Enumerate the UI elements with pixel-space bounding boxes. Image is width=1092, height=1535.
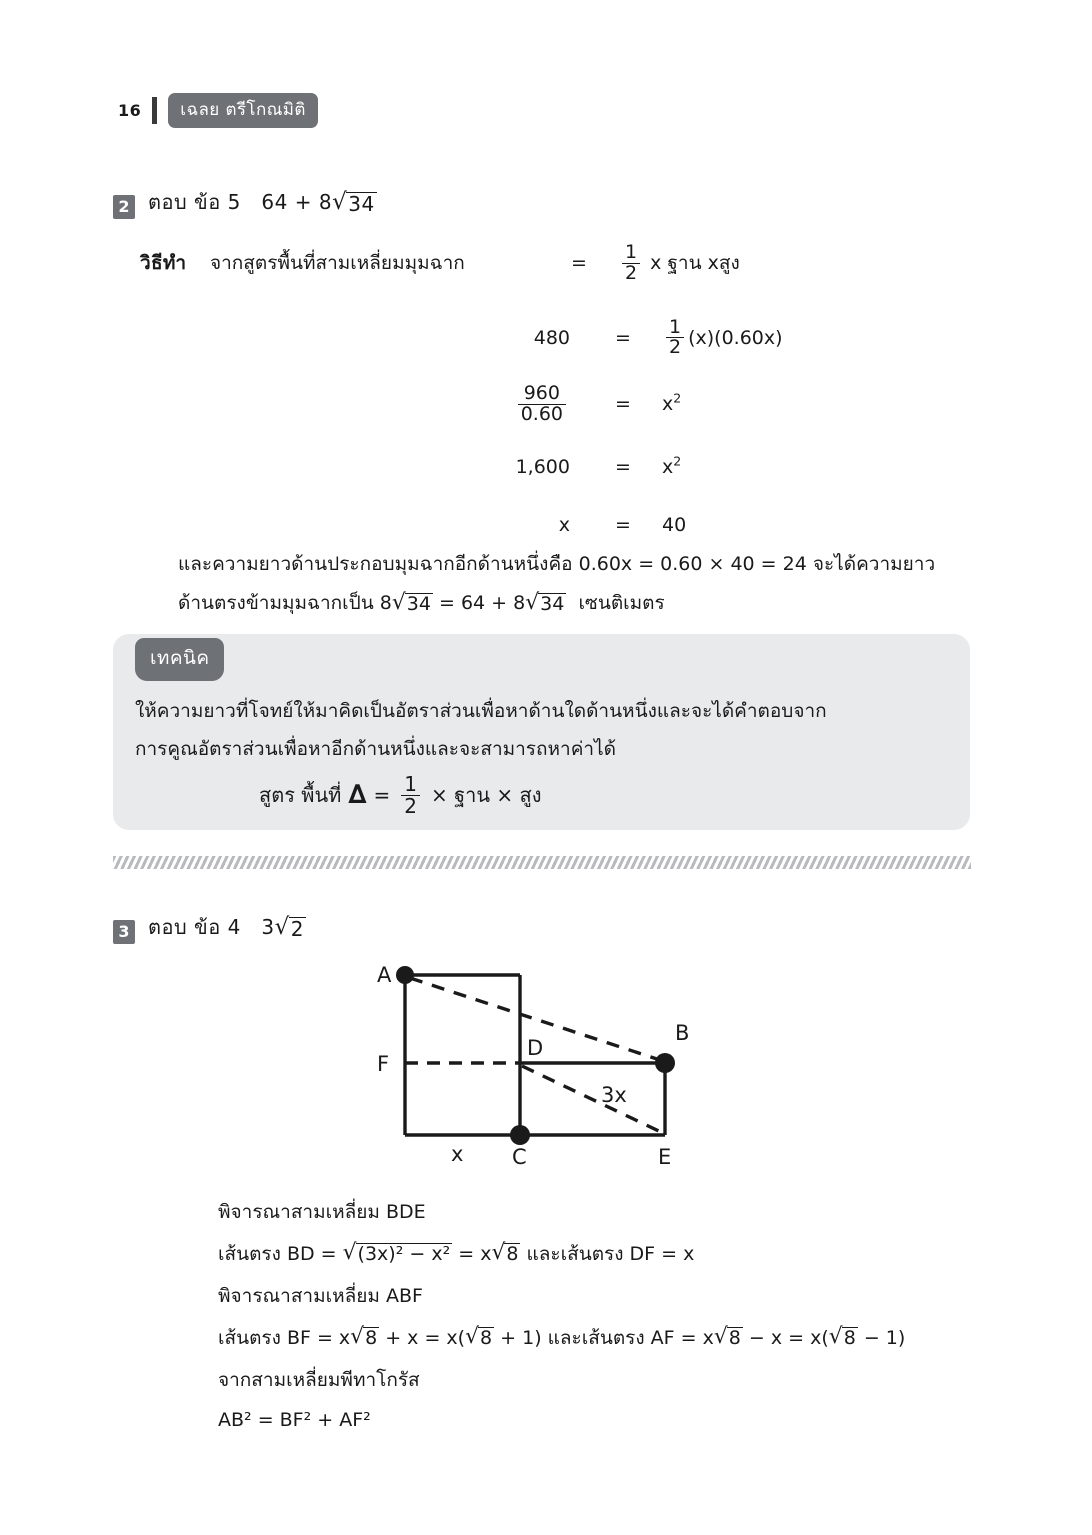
proof-line-4-mid-3: − x = x( — [748, 1327, 829, 1349]
numerator: 960 — [523, 382, 560, 404]
technique-formula-label: สูตร พื้นที่ — [259, 783, 342, 808]
proof-line-4-mid-2: + 1) และเส้นตรง AF = x — [500, 1327, 714, 1349]
edge-label-x: x — [451, 1142, 464, 1166]
problem-3-answer-radical — [274, 914, 306, 941]
proof-line-6-text: AB² = BF² + AF² — [218, 1409, 371, 1431]
denominator: 2 — [401, 795, 420, 817]
technique-tab-label: เทคนิค — [135, 638, 224, 681]
solution-row-960-over-060 — [140, 384, 960, 425]
proof-line-2-radical-2 — [491, 1240, 520, 1266]
numerator: 1 — [669, 315, 682, 338]
proof-line-4-radical-1 — [350, 1324, 379, 1350]
vertex-label-B: B — [675, 1021, 690, 1045]
proof-line-4-radical-2 — [465, 1324, 494, 1350]
row-3-equals: = — [615, 393, 631, 416]
radicand: 8 — [365, 1327, 378, 1350]
proof-line-1 — [218, 1192, 978, 1232]
section-divider — [113, 856, 971, 869]
solution-row-formula — [140, 243, 960, 284]
problem-2-conclusion — [178, 545, 968, 623]
page-number: 16 — [118, 101, 142, 120]
geometry-diagram-svg — [355, 950, 730, 1185]
problem-3-badge: 3 — [113, 920, 135, 944]
geometry-diagram — [355, 950, 730, 1185]
row-5-equals: = — [615, 513, 631, 536]
technique-box — [113, 634, 970, 830]
vertex-label-D: D — [527, 1036, 544, 1060]
denominator: 0.60 — [518, 404, 566, 425]
row-3-rhs — [640, 390, 960, 416]
row-1-rhs-tail: x ฐาน xสูง — [650, 251, 740, 274]
conclusion-line-2-a: ด้านตรงข้ามมุมฉากเป็น 8 — [178, 592, 392, 614]
row-4-equals: = — [615, 455, 631, 478]
solution-row-x-equals-40 — [140, 509, 960, 541]
solution-row-480 — [140, 315, 960, 359]
proof-line-4-mid: + x = x( — [385, 1327, 466, 1349]
radical-sign-icon: √ — [828, 1324, 843, 1350]
row-5-rhs: 40 — [662, 513, 687, 536]
problem-2-title-prefix: ตอบ ข้อ 5 — [148, 190, 241, 214]
radical-sign-icon: √ — [350, 1324, 365, 1350]
vertex-label-A: A — [377, 963, 392, 987]
denominator: 2 — [622, 263, 640, 284]
proof-line-4-radical-4 — [828, 1324, 858, 1350]
technique-body-line-1: ให้ความยาวที่โจทย์ให้มาคิดเป็นอัตราส่วนเพื่อหาด้านใดด้านหนึ่งและจะได้คำตอบจาก — [135, 700, 827, 722]
row-2-equals: = — [615, 326, 631, 349]
proof-line-2-pre: เส้นตรง BD = — [218, 1243, 337, 1265]
row-4-rhs-base: x — [662, 455, 674, 478]
radical-sign-icon: √ — [391, 590, 406, 615]
radical-sign-icon: √ — [525, 590, 540, 615]
radicand: 34 — [348, 192, 375, 216]
problem-3-title-prefix: ตอบ ข้อ 4 — [148, 915, 241, 939]
conclusion-line-2-b: = 64 + 8 — [439, 592, 526, 614]
solution-row-1600 — [140, 451, 960, 483]
radicand: 8 — [480, 1327, 493, 1350]
fraction-one-half — [401, 774, 420, 817]
conclusion-radical-1 — [391, 590, 433, 615]
technique-formula-tail: × ฐาน × สูง — [430, 783, 542, 808]
fraction-one-half — [666, 315, 684, 359]
proof-line-6 — [218, 1400, 978, 1440]
row-3-lhs — [210, 384, 606, 425]
fraction-one-half — [622, 243, 640, 284]
radical-sign-icon: √ — [274, 914, 290, 940]
conclusion-line-1: และความยาวด้านประกอบมุมฉากอีกด้านหนึ่งคือ 0.60x = 0.60 × 40 = 24 จะได้ความยาว — [178, 553, 936, 575]
technique-formula — [259, 774, 541, 817]
problem-2-heading — [113, 186, 377, 218]
radical-sign-icon: √ — [342, 1240, 357, 1266]
proof-line-4-pre: เส้นตรง BF = x — [218, 1327, 351, 1349]
vertex-dot-C — [510, 1125, 530, 1145]
row-4-rhs-exponent: 2 — [673, 453, 682, 469]
conclusion-radical-2 — [525, 590, 566, 615]
proof-line-4 — [218, 1316, 978, 1360]
solution-label: วิธีทำ — [140, 252, 187, 275]
radicand: 34 — [406, 593, 431, 615]
row-1-lhs: จากสูตรพื้นที่สามเหลี่ยมมุมฉาก — [210, 252, 465, 275]
conclusion-line-2-c: เซนติเมตร — [578, 592, 665, 614]
problem-2-answer-radical — [332, 189, 377, 216]
proof-line-4-radical-3 — [713, 1324, 743, 1350]
proof-line-3-text: พิจารณาสามเหลี่ยม ABF — [218, 1285, 423, 1307]
row-4-lhs: 1,600 — [515, 455, 570, 478]
conclusion-line-2 — [178, 584, 968, 623]
row-3-rhs-exponent: 2 — [673, 390, 682, 406]
proof-line-4-post: − 1) — [863, 1327, 906, 1349]
proof-line-3 — [218, 1276, 978, 1316]
problem-3-heading — [113, 911, 306, 943]
vertex-dot-A — [396, 966, 414, 984]
vertex-dot-B — [655, 1053, 675, 1073]
triangle-icon: ∆ — [348, 780, 367, 811]
row-2-rhs-tail: (x)(0.60x) — [688, 326, 783, 349]
dashed-segment-D-to-E — [522, 1066, 663, 1133]
proof-line-2-post: และเส้นตรง DF = x — [526, 1243, 695, 1265]
chapter-chip: เฉลย ตรีโกณมิติ — [168, 93, 318, 128]
problem-2-answer-lead: 64 + 8 — [261, 190, 333, 214]
radicand: 8 — [843, 1327, 856, 1350]
radicand: 34 — [540, 593, 565, 615]
edge-label-3x: 3x — [601, 1083, 627, 1107]
problem-3-answer-lead: 3 — [261, 915, 275, 939]
problem-3-title — [148, 911, 306, 943]
numerator: 1 — [625, 241, 638, 263]
radicand: 2 — [290, 917, 305, 941]
vertex-label-E: E — [658, 1145, 672, 1169]
page-header — [118, 93, 318, 128]
radical-sign-icon: √ — [713, 1324, 728, 1350]
proof-line-2-radical-1 — [342, 1240, 453, 1266]
radicand: (3x)² − x² — [357, 1243, 451, 1266]
vertex-label-F: F — [377, 1052, 390, 1076]
vertex-label-C: C — [512, 1145, 527, 1169]
numerator: 1 — [404, 772, 417, 796]
row-3-rhs-base: x — [662, 393, 674, 416]
technique-formula-equals: = — [373, 783, 391, 808]
proof-line-2-mid: = x — [458, 1243, 492, 1265]
denominator: 2 — [666, 337, 684, 358]
proof-line-5-text: จากสามเหลี่ยมพีทาโกรัส — [218, 1369, 420, 1391]
row-1-equals: = — [571, 252, 587, 275]
problem-2-badge: 2 — [113, 195, 135, 219]
proof-line-5 — [218, 1360, 978, 1400]
row-2-lhs: 480 — [533, 326, 570, 349]
problem-2-title — [148, 186, 377, 218]
technique-body-line-2: การคูณอัตราส่วนเพื่อหาอีกด้านหนึ่งและจะสามารถหาค่าได้ — [135, 738, 616, 760]
radical-sign-icon: √ — [332, 189, 348, 215]
radicand: 8 — [506, 1243, 519, 1266]
worked-solution — [140, 243, 960, 541]
proof-line-1-text: พิจารณาสามเหลี่ยม BDE — [218, 1201, 426, 1223]
header-divider-bar — [152, 97, 157, 124]
row-4-rhs — [640, 453, 960, 478]
radicand: 8 — [728, 1327, 741, 1350]
fraction-960-over-060 — [518, 384, 566, 425]
radical-sign-icon: √ — [491, 1240, 506, 1266]
row-1-rhs — [596, 243, 960, 284]
proof-line-2 — [218, 1232, 978, 1276]
radical-sign-icon: √ — [465, 1324, 479, 1350]
technique-body — [135, 692, 955, 768]
row-5-lhs: x — [558, 513, 570, 536]
problem-3-proof — [218, 1192, 978, 1440]
row-2-rhs — [640, 315, 960, 359]
